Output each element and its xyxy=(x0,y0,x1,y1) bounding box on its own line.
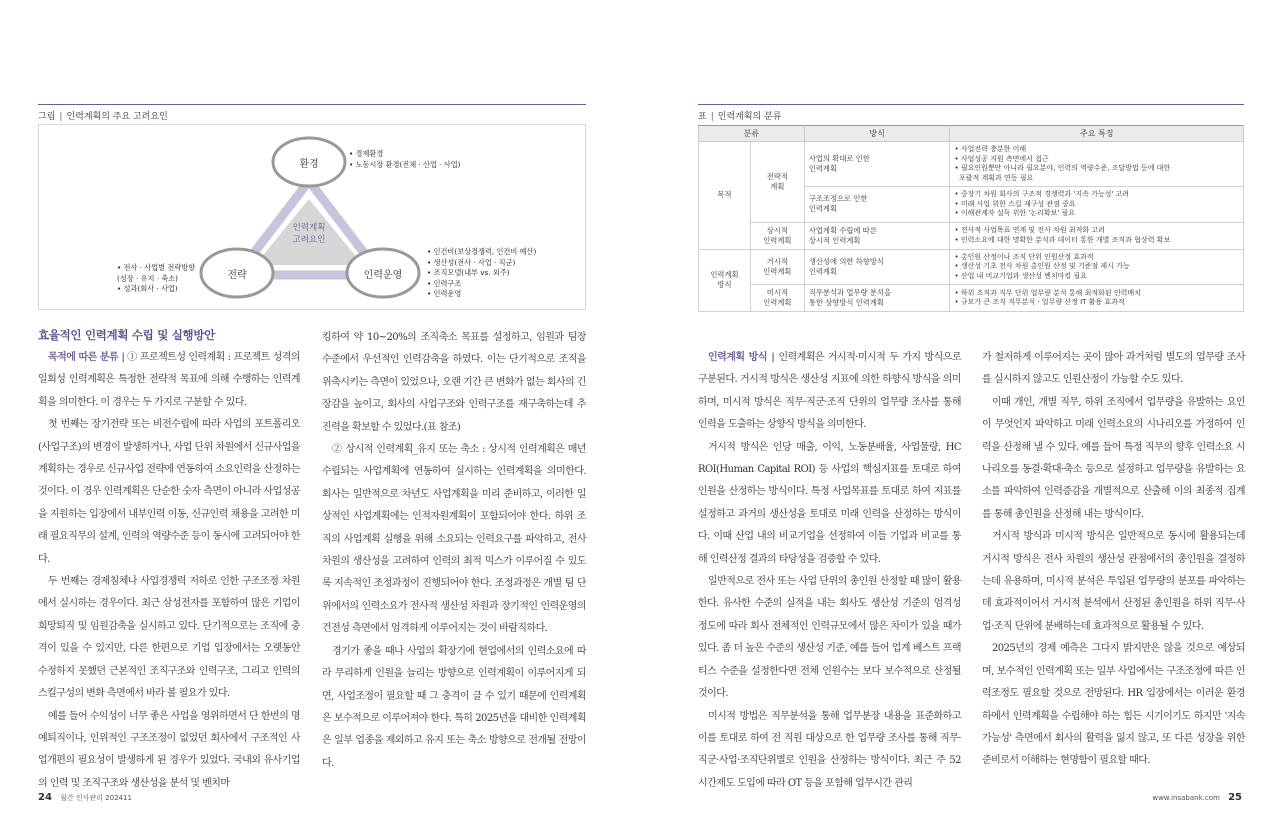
table-header-row xyxy=(699,126,1244,142)
node-right-label: 인력운영 xyxy=(363,270,403,281)
website-link[interactable]: www.insabank.com xyxy=(1152,794,1220,802)
feature-line: • 사업전략 충분한 이해 xyxy=(954,145,1027,153)
feature-line: • 사업성공 지원 측면에서 접근 xyxy=(954,154,1049,163)
keyword-label: 인력계획 방식 | xyxy=(708,352,775,363)
paragraph xyxy=(698,347,961,437)
feature-line: • 생산성 기초 전사 차원 총인원 산정 및 기준점 제시 가능 xyxy=(954,262,1130,270)
column-header: 방식 xyxy=(804,126,950,142)
classification-table xyxy=(698,125,1244,312)
notes-operation xyxy=(427,247,536,300)
paragraph: 2025년의 경제 예측은 그다지 밝지만은 않을 것으로 예상되며, 보수적인 인력계획 또는 일부 사업에서는 구조조정에 따른 인력조정도 필요할 것으로 전망된다. HR 입장에서는 이러운 환경 하에서 인력계획을 수립해야 하는 힘든 시기이기도 하지만 '지속 가능성' 측면에서 회사의 활력을 잃지 않고, 또 다른 성장을 위한 준비로서 이해하는 현명함이 필요할 때다. xyxy=(982,643,1245,767)
feature-line: • 미래 사업 위한 스킬 재구성 관점 중요 xyxy=(954,199,1076,208)
method-cell: 구조조정으로 인한 인력계획 xyxy=(804,187,950,223)
magazine-name: 월간 인사관리 202411 xyxy=(60,794,132,802)
feature-line: • 인력소요에 대한 명확한 분석과 데이터 통한 개별 조직과 협상력 확보 xyxy=(954,235,1171,244)
group-cell: 인력계획 방식 xyxy=(699,249,751,312)
node-left-label: 전략 xyxy=(227,270,247,281)
paragraph: 미시적 방법은 직무분석을 통해 업무분장 내용을 표준화하고 이를 토대로 하여 전 직원 대상으로 한 업무량 조사를 통해 직무·직군·사업·조직단위별로 인원을 산정하는 방식이다. 최근 주 52시간제도 도입에 따라 OT 등을 포함해 업무시간 관리 xyxy=(698,710,961,789)
note-line: • 전사 · 사업별 전략방향 xyxy=(117,263,196,272)
text-column-4 xyxy=(982,347,1245,773)
method-cell: 사업의 확대로 인한 인력계획 xyxy=(804,142,950,187)
paragraph: 두 번째는 경제침체나 사업경쟁력 저하로 인한 구조조정 차원에서 실시하는 경우이다. 최근 삼성전자를 포함하여 많은 기업이 희망퇴직 및 임원감축을 실시하고 있다. 단기적으로는 조직에 충격이 있을 수 있지만, 다른 한편으로 기업 입장에서는 오랫동안 수정하지 못했던 근본적인 조직구조와 인력구조, 그리고 인력의 스킬구성의 변화 측면에서 바라 볼 필요가 있다. xyxy=(38,576,300,700)
subgroup-cell: 미시적 인력계획 xyxy=(750,285,804,312)
paragraph-text: ① 프로젝트성 인력계획 : 프로젝트 성격의 일회성 인력계획은 특정한 전략적 목표에 의해 수행하는 인력계획을 의미한다. 이 경우는 두 가지로 구분할 수 있다. xyxy=(38,352,300,408)
subgroup-cell: 전략적 계획 xyxy=(750,142,804,223)
section-title: 효율적인 인력계획 수립 및 실행방안 xyxy=(38,328,215,342)
feature-line: • 총인원 산정이나 조직 단위 인원산정 효과적 xyxy=(954,252,1094,261)
figure-diagram xyxy=(38,124,586,310)
method-cell: 직무분석과 업무량 분석을 통한 상향방식 인력계획 xyxy=(804,285,950,312)
note-line: (성장 · 유지 · 축소) xyxy=(117,273,178,283)
note-line: • 인력운영 xyxy=(427,289,462,298)
notes-strategy xyxy=(117,263,195,295)
page-number: 25 xyxy=(1228,792,1242,803)
feature-cell xyxy=(950,222,1244,249)
feature-cell xyxy=(950,285,1244,312)
note-line: • 생산성(전사 · 사업 · 직군) xyxy=(427,257,516,267)
group-cell: 목적 xyxy=(699,142,751,250)
table-row xyxy=(699,285,1244,312)
footer-left xyxy=(38,792,132,803)
figure-label: 그림 xyxy=(38,112,56,122)
text-column-1 xyxy=(38,347,300,795)
note-line: • 인건비(보상경쟁력, 인건비 예산) xyxy=(427,247,537,256)
table-row xyxy=(699,142,1244,187)
center-label xyxy=(274,222,344,246)
center-label-line: 고려요인 xyxy=(292,235,326,245)
figure-title: 인력계획의 주요 고려요인 xyxy=(66,112,168,122)
paragraph xyxy=(38,347,300,414)
keyword-label: 목적에 따른 분류 | xyxy=(48,352,125,363)
table-label: 표 xyxy=(698,112,707,122)
note-line: • 성과(회사 · 사업) xyxy=(117,284,178,293)
column-header: 분류 xyxy=(699,126,805,142)
text-column-2 xyxy=(322,327,586,775)
feature-line: • 중장기 차원 회사의 구조적 경쟁력과 '지속 가능성' 고려 xyxy=(954,190,1130,198)
notes-environment xyxy=(349,149,460,170)
footer-right xyxy=(1152,792,1242,803)
feature-cell xyxy=(950,187,1244,223)
figure-header: 그림 | 인력계획의 주요 고려요인 xyxy=(38,104,586,122)
note-line: • 경제환경 xyxy=(349,149,384,158)
note-line: • 노동시장 환경(전체 · 산업 · 사업) xyxy=(349,159,461,169)
paragraph: 거시적 방식은 인당 매출, 이익, 노동분배율, 사업물량, HC ROI(Human Capital ROI) 등 사업의 핵심지표를 토대로 하여 인원을 산정하는 방식이다. 특정 사업목표를 토대로 하여 지표를 설정하고 과거의 생산성을 토대로 미래 인력을 산정하는 방식이다. 이때 산업 내의 비교기업을 선정하여 이들 기업과 비교를 통해 인력산정 결과의 타당성을 검증할 수 있다. xyxy=(698,441,961,565)
paragraph: ② 상시적 인력계획_유지 또는 축소 : 상시적 인력계획은 매년 수립되는 사업계획에 연동하여 실시하는 인력계획을 의미한다. 회사는 일반적으로 차년도 사업계획을 미리 준비하고, 이러한 일상적인 사업계획에는 인적자원계획이 포함되어야 한다. 하위 조직의 사업계획 실행을 위해 소요되는 인력요구를 파악하고, 전사 차원의 생산성을 고려하여 인력의 최적 믹스가 이루어질 수 있도록 지속적인 조정과정이 진행되어야 한다. 조정과정은 개별 팀 단위에서의 인력소요가 전사적 생산성 차원과 장기적인 인력운영의 건전성 측면에서 엄격하게 이루어지는 것이 바람직하다. xyxy=(322,444,586,635)
table-header: 표 | 인력계획의 분류 xyxy=(698,104,1244,122)
paragraph: 킹하여 약 10~20%의 조직축소 목표를 설정하고, 임원과 팀장 수준에서 우선적인 인력감축을 하였다. 이는 단기적으로 조직을 위축시키는 측면이 있었으나, 오랜 기간 큰 변화가 없는 회사의 긴장감을 높이고, 회사의 사업구조와 인력구조를 재구축하는데 추진력을 확보할 수 있었다.(표 참조) xyxy=(322,332,586,433)
note-line: • 조직모델(내부 vs. 외주) xyxy=(427,268,510,277)
paragraph: 거시적 방식과 미시적 방식은 일반적으로 동시에 활용되는데 거시적 방식은 전사 차원의 생산성 관점에서의 총인원을 결정하는데 유용하며, 미시적 분석은 투입된 업무량의 분포를 파악하는데 효과적이어서 거시적 분석에서 산정된 총인원을 하위 직무·사업·조직 단위에 분배하는데 효과적으로 활용될 수 있다. xyxy=(982,531,1245,632)
paragraph: 첫 번째는 장기전략 또는 비전수립에 따라 사업의 포트폴리오(사업구조)의 변경이 발생하거나, 사업 단위 차원에서 신규사업을 계획하는 경우로 신규사업 전략에 연동하여 소요인력을 산정하는 것이다. 이 경우 인력계획은 단순한 숫자 측면이 아니라 사업성공을 지원하는 입장에서 내부인력 이동, 신규인력 채용을 고려한 미래 필요직무의 설계, 인력의 역량수준 등이 동시에 고려되어야 한다. xyxy=(38,419,300,565)
paragraph: 예를 들어 수익성이 너무 좋은 사업을 영위하면서 단 한번의 명예퇴직이나, 인위적인 구조조정이 없었던 회사에서 구조적인 사업개편의 필요성이 발생하게 된 경우가 있었다. 국내외 유사기업의 인력 및 조직구조와 생산성을 분석 및 벤치마 xyxy=(38,710,300,789)
feature-line: 포괄적 계획과 연동 필요 xyxy=(954,173,1034,182)
method-cell: 사업계획 수립에 따른 상시적 인력계획 xyxy=(804,222,950,249)
feature-cell xyxy=(950,142,1244,187)
paragraph: 가 철저하게 이루어지는 곳이 많아 과거처럼 별도의 업무량 조사를 실시하지 않고도 인원산정이 가능할 수도 있다. xyxy=(982,352,1245,386)
table-title: 인력계획의 분류 xyxy=(717,112,782,122)
table-row xyxy=(699,222,1244,249)
table-row xyxy=(699,249,1244,285)
subgroup-cell: 거시적 인력계획 xyxy=(750,249,804,285)
paragraph: 경기가 좋을 때나 사업의 확장기에 현업에서의 인력소요에 따라 무리하게 인원을 늘리는 방향으로 인력계획이 이루어지게 되면, 사업조정이 필요할 때 그 충격이 클 수 있기 때문에 인력계획은 보수적으로 이루어져야 한다. 특히 2025년을 대비한 인력계획은 일부 업종을 제외하고 유지 또는 축소 방향으로 전개될 전망이다. xyxy=(322,645,586,769)
subgroup-cell: 상시적 인력계획 xyxy=(750,222,804,249)
column-header: 주요 특징 xyxy=(950,126,1244,142)
feature-cell xyxy=(950,249,1244,285)
text-column-3 xyxy=(698,347,961,795)
feature-line: • 산업 내 비교기업과 생산성 벤치마킹 필요 xyxy=(954,271,1087,280)
paragraph: 이때 개인, 개별 직무, 하위 조직에서 업무량을 유발하는 요인이 무엇인지 파악하고 미래 인력소요의 시나리오를 가정하여 인력을 산정해 낼 수 있다. 예를 들어 특정 직무의 향후 인력소요 시나리오를 동결·확대·축소 등으로 설정하고 업무량을 유발하는 요소를 파악하여 인력증감을 개별적으로 산출해 이의 최종적 집계를 통해 총인원을 산정해 내는 방식이다. xyxy=(982,396,1245,520)
right-page xyxy=(640,0,1280,835)
node-top-label: 환경 xyxy=(299,159,319,170)
center-label-line: 인력계획 xyxy=(292,223,326,233)
page-number: 24 xyxy=(38,792,52,803)
method-cell: 생산성에 의한 하향방식 인력계획 xyxy=(804,249,950,285)
feature-line: • 규모가 큰 조직 직무분석 · 업무량 산정 IT 활용 효과적 xyxy=(954,298,1125,306)
feature-line: • 하위 조직과 직무 단위 업무량 분석 통해 최적화된 인력배치 xyxy=(954,288,1141,297)
feature-line: • 필요인원뿐만 아니라 필요분야, 인력의 역량수준, 조달방법 등에 대한 xyxy=(954,164,1171,172)
paragraph: 일반적으로 전사 또는 사업 단위의 총인원 산정할 때 많이 활용한다. 유사한 수준의 실적을 내는 회사도 생산성 기준의 엄격성 정도에 따라 회사 전체적인 인력규모에서 많은 차이가 있을 때가 있다. 좀 더 높은 수준의 생산성 기준, 예를 들어 업계 베스트 프랙티스 수준을 설정한다면 전체 인원수는 보다 보수적으로 산정될 것이다. xyxy=(698,576,961,700)
feature-line: • 전사적 사업목표 연계 및 전사 차원 최적화 고려 xyxy=(954,226,1105,234)
feature-line: • 이해관계자 설득 위한 '논리확보' 필요 xyxy=(954,209,1076,217)
note-line: • 인력구조 xyxy=(427,278,462,288)
paragraph-text: 인력계획은 거시적·미시적 두 가지 방식으로 구분된다. 거시적 방식은 생산성 지표에 의한 하향식 방식을 의미하며, 미시적 방식은 직무·직군·조직 단위의 업무량 조사를 통해 인력을 도출하는 상향식 방식을 의미한다. xyxy=(698,352,961,431)
